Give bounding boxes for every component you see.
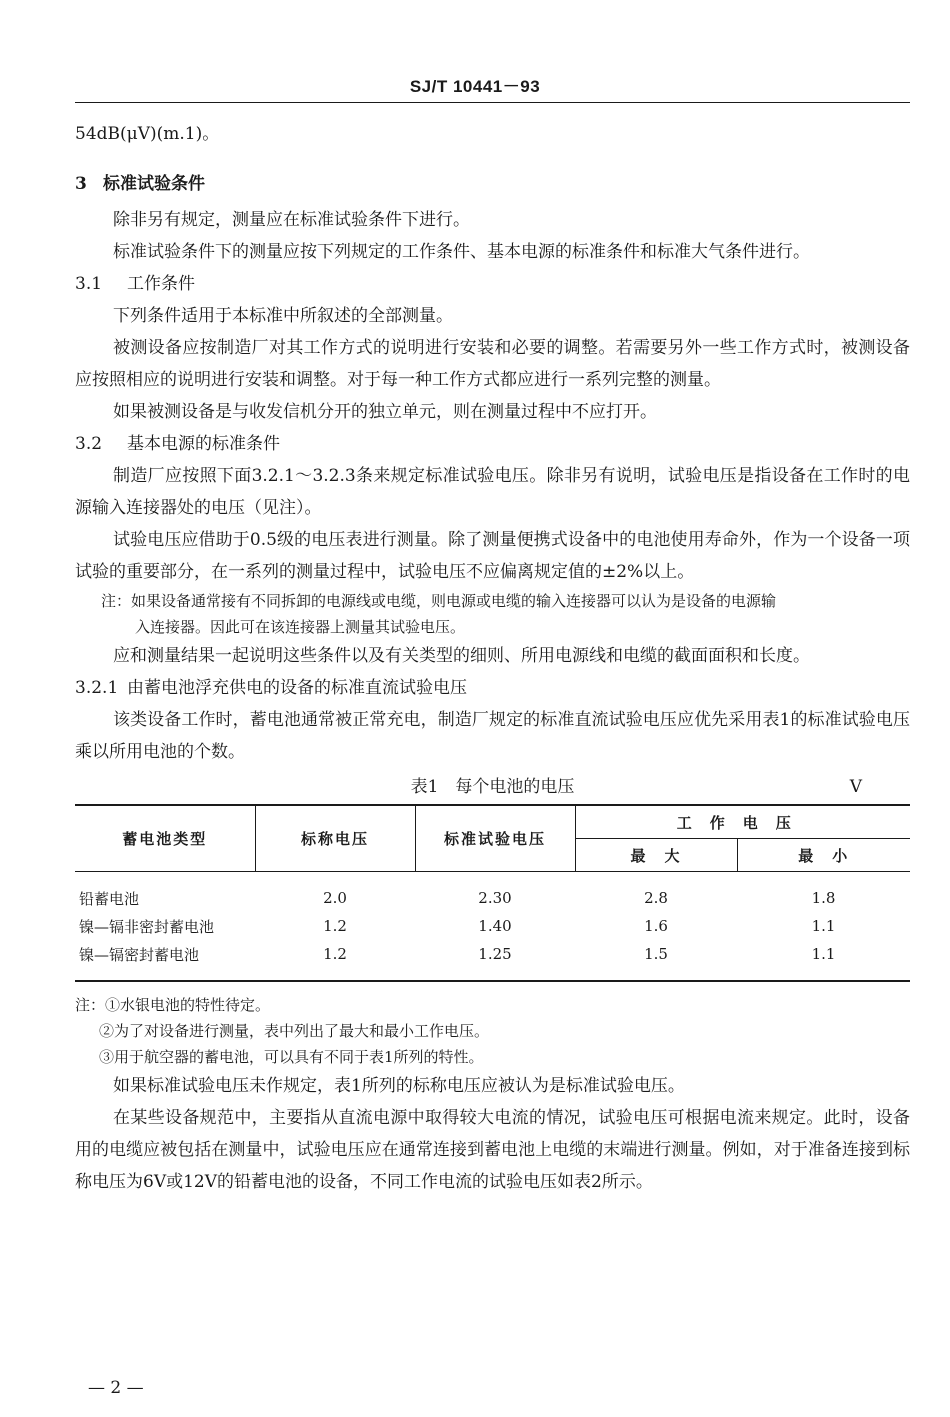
- section-title: 标准试验条件: [103, 174, 205, 194]
- page-header: SJ/T 10441－93: [409, 77, 541, 96]
- cell-nominal: 1.2: [323, 945, 347, 963]
- paragraph: 该类设备工作时，蓄电池通常被正常充电，制造厂规定的标准直流试验电压应优先采用表1的标准试验电压乘以所用电池的个数。: [75, 710, 910, 762]
- table-unit: V: [849, 777, 862, 797]
- cell-standard: 2.30: [478, 889, 512, 907]
- paragraph: 试验电压应借助于0.5级的电压表进行测量。除了测量便携式设备中的电池使用寿命外，作为一个设备一项试验的重要部分，在一系列的测量过程中，试验电压不应偏离规定值的±2%以上。: [75, 530, 910, 582]
- lead-line: 54dB(μV)(m.1)。: [75, 124, 220, 144]
- header-min: 最 小: [737, 839, 910, 872]
- section-number: 3.2.1: [75, 678, 119, 698]
- section-title: 工作条件: [127, 274, 195, 294]
- cell-min: 1.1: [811, 917, 836, 935]
- section-3-2-heading: [75, 428, 910, 460]
- header-working: 工作电压: [575, 805, 910, 839]
- section-number: 3.2: [75, 434, 103, 454]
- paragraph: 如果标准试验电压未作规定，表1所列的标称电压应被认为是标准试验电压。: [113, 1076, 685, 1096]
- cell-type: 镍—镉非密封蓄电池: [79, 917, 215, 936]
- table-note: 注：①水银电池的特性待定。: [75, 996, 271, 1014]
- header-standard: 标准试验电压: [415, 805, 575, 872]
- section-number: 3: [75, 174, 87, 194]
- table-row: [75, 940, 910, 981]
- cell-nominal: 2.0: [323, 889, 347, 907]
- note: 注：如果设备通常接有不同拆卸的电源线或电缆，则电源或电缆的输入连接器可以认为是设备的电源输: [101, 592, 777, 610]
- paragraph: 下列条件适用于本标准中所叙述的全部测量。: [113, 306, 453, 326]
- paragraph: 应和测量结果一起说明这些条件以及有关类型的细则、所用电源线和电缆的截面面积和长度。: [113, 646, 810, 666]
- cell-max: 1.6: [644, 917, 668, 935]
- page-number: — 2 —: [88, 1378, 144, 1398]
- cell-standard: 1.25: [478, 945, 512, 963]
- paragraph: 制造厂应按照下面3.2.1～3.2.3条来规定标准试验电压。除非另有说明，试验电压是指设备在工作时的电源输入连接器处的电压（见注）。: [75, 466, 910, 518]
- cell-max: 2.8: [644, 889, 668, 907]
- cell-type: 铅蓄电池: [79, 889, 140, 908]
- paragraph: 标准试验条件下的测量应按下列规定的工作条件、基本电源的标准条件和标准大气条件进行。: [113, 242, 810, 262]
- cell-standard: 1.40: [478, 917, 512, 935]
- section-3-heading: [75, 164, 910, 204]
- header-nominal: 标称电压: [255, 805, 415, 872]
- table-1: [75, 804, 910, 982]
- table-row: [75, 872, 910, 913]
- cell-type: 镍—镉密封蓄电池: [79, 945, 200, 964]
- paragraph: 被测设备应按制造厂对其工作方式的说明进行安装和必要的调整。若需要另外一些工作方式时，被测设备应按照相应的说明进行安装和调整。对于每一种工作方式都应进行一系列完整的测量。: [75, 338, 910, 390]
- table-title: 表1 每个电池的电压: [410, 777, 575, 797]
- table-note: ③用于航空器的蓄电池，可以具有不同于表1所列的特性。: [99, 1048, 484, 1066]
- header-max: 最 大: [575, 839, 737, 872]
- table-notes: [75, 992, 910, 1070]
- section-3-2-1-heading: [75, 672, 910, 704]
- table-row: [75, 912, 910, 940]
- header-rule: [75, 102, 910, 103]
- page-content: [75, 118, 910, 1198]
- section-title: 基本电源的标准条件: [127, 434, 280, 454]
- note-continuation: 入连接器。因此可在该连接器上测量其试验电压。: [135, 618, 466, 636]
- cell-max: 1.5: [644, 945, 668, 963]
- cell-nominal: 1.2: [323, 917, 347, 935]
- section-number: 3.1: [75, 274, 103, 294]
- cell-min: 1.1: [811, 945, 836, 963]
- table-1-caption: [75, 770, 910, 804]
- table-note: ②为了对设备进行测量，表中列出了最大和最小工作电压。: [99, 1022, 490, 1040]
- cell-min: 1.8: [811, 889, 836, 907]
- paragraph: 除非另有规定，测量应在标准试验条件下进行。: [113, 210, 470, 230]
- header-type: 蓄电池类型: [75, 805, 255, 872]
- paragraph: 在某些设备规范中，主要指从直流电源中取得较大电流的情况，试验电压可根据电流来规定。此时，设备用的电缆应被包括在测量中，试验电压应在通常连接到蓄电池上电缆的末端进行测量。例如，对于准备连接到标称电压为6V或12V的铅蓄电池的设备，不同工作电流的试验电压如表2所示。: [75, 1108, 910, 1192]
- paragraph: 如果被测设备是与收发信机分开的独立单元，则在测量过程中不应打开。: [113, 402, 657, 422]
- section-title: 由蓄电池浮充供电的设备的标准直流试验电压: [127, 678, 467, 698]
- section-3-1-heading: [75, 268, 910, 300]
